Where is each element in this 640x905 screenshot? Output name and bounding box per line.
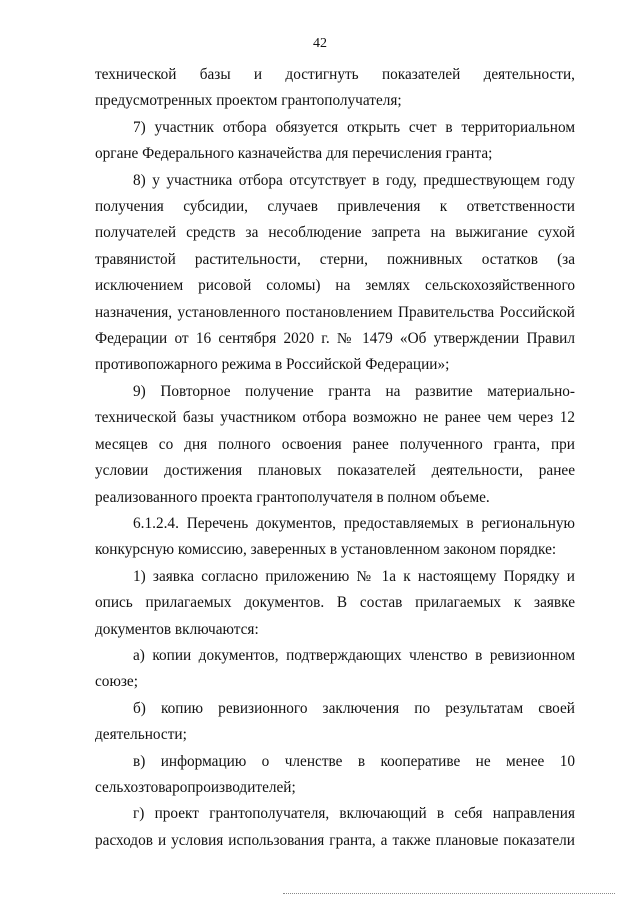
page-number: 42: [313, 36, 327, 51]
paragraph-subitem-b: б) копию ревизионного заключения по результатам своей деятельности;: [95, 699, 575, 744]
paragraph-subitem-v: в) информацию о членстве в кооперативе не менее 10 сельхозтоваропроизводителей;: [95, 752, 575, 796]
paragraph-item-9: 9) Повторное получение гранта на развитие материально-технической базы участником отбора возможно не ранее чем через 12 месяцев со дня полного освоения ранее полученного гранта, при условии достижения плановых показателей деятельности, ранее реализованного проекта грантополучателя в полном объеме.: [95, 382, 575, 506]
paragraph-item-8: 8) у участника отбора отсутствует в году, предшествующем году получения субсидии, случаев привлечения к ответственности получателей средств за несоблюдение запрета на выжигание сухой травянистой растительности, стерни, пожнивных остатков (за исключением рисовой соломы) на землях сельскохозяйственного назначения, установленного постановлением Правительства Российской Федерации от 16 сентября 2020 г. № 1479 «Об утверждении Правил противопожарного режима в Российской Федерации»;: [95, 171, 575, 374]
paragraph-continuation: технической базы и достигнуть показателей деятельности, предусмотренных проектом грантополучателя;: [95, 66, 575, 110]
paragraph-subitem-g: г) проект грантополучателя, включающий в себя направления расходов и условия использования гранта, а также плановые показатели: [95, 805, 575, 849]
paragraph-section-6-1-2-4: 6.1.2.4. Перечень документов, предоставляемых в региональную конкурсную комиссию, заверенных в установленном законом порядке:: [95, 514, 575, 559]
paragraph-item-1: 1) заявка согласно приложению № 1а к настоящему Порядку и опись прилагаемых документов. В состав прилагаемых к заявке документов включаются:: [95, 567, 575, 638]
paragraph-item-7: 7) участник отбора обязуется открыть счет в территориальном органе Федерального казначейства для перечисления гранта;: [95, 118, 575, 163]
footer-divider: [283, 893, 615, 894]
paragraph-subitem-a: а) копии документов, подтверждающих членство в ревизионном союзе;: [95, 646, 575, 691]
document-body: [95, 62, 575, 854]
